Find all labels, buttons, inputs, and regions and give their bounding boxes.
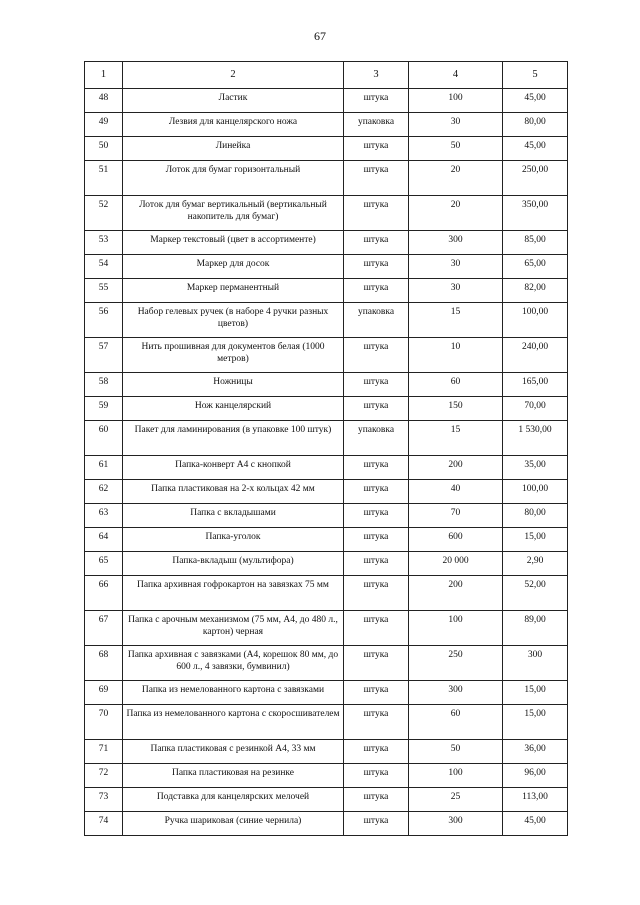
supplies-table (84, 61, 568, 836)
table-row (85, 646, 568, 681)
quantity-cell: 60 (409, 373, 503, 397)
quantity-cell: 15 (409, 303, 503, 338)
price-cell: 45,00 (503, 137, 568, 161)
quantity-cell: 15 (409, 421, 503, 456)
table-row (85, 113, 568, 137)
unit-cell: штука (344, 397, 409, 421)
table-body (85, 89, 568, 836)
price-cell: 100,00 (503, 480, 568, 504)
price-cell: 45,00 (503, 812, 568, 836)
row-number-cell: 67 (85, 611, 123, 646)
quantity-cell: 200 (409, 576, 503, 611)
table-row (85, 788, 568, 812)
price-cell: 65,00 (503, 255, 568, 279)
row-number-cell: 58 (85, 373, 123, 397)
table-row (85, 611, 568, 646)
row-number-cell: 51 (85, 161, 123, 196)
price-cell: 240,00 (503, 338, 568, 373)
unit-cell: штука (344, 504, 409, 528)
row-number-cell: 61 (85, 456, 123, 480)
item-name-cell: Нить прошивная для документов белая (1000 метров) (123, 338, 344, 373)
unit-cell: упаковка (344, 421, 409, 456)
item-name-cell: Подставка для канцелярских мелочей (123, 788, 344, 812)
price-cell: 70,00 (503, 397, 568, 421)
row-number-cell: 72 (85, 764, 123, 788)
unit-cell: штука (344, 681, 409, 705)
item-name-cell: Папка из немелованного картона с скоросшивателем (123, 705, 344, 740)
item-name-cell: Папка архивная с завязками (А4, корешок 80 мм, до 600 л., 4 завязки, бумвинил) (123, 646, 344, 681)
price-cell: 80,00 (503, 113, 568, 137)
price-cell: 52,00 (503, 576, 568, 611)
table-row (85, 338, 568, 373)
item-name-cell: Маркер для досок (123, 255, 344, 279)
table-row (85, 528, 568, 552)
header-cell-1: 1 (85, 62, 123, 89)
unit-cell: упаковка (344, 303, 409, 338)
table-row (85, 303, 568, 338)
unit-cell: штука (344, 812, 409, 836)
table-row (85, 504, 568, 528)
item-name-cell: Набор гелевых ручек (в наборе 4 ручки разных цветов) (123, 303, 344, 338)
table-row (85, 373, 568, 397)
quantity-cell: 40 (409, 480, 503, 504)
quantity-cell: 300 (409, 812, 503, 836)
quantity-cell: 300 (409, 681, 503, 705)
row-number-cell: 73 (85, 788, 123, 812)
item-name-cell: Папка-вкладыш (мультифора) (123, 552, 344, 576)
price-cell: 96,00 (503, 764, 568, 788)
table-row (85, 137, 568, 161)
table-row (85, 764, 568, 788)
table-row (85, 161, 568, 196)
header-cell-3: 3 (344, 62, 409, 89)
table-row (85, 279, 568, 303)
row-number-cell: 71 (85, 740, 123, 764)
header-cell-4: 4 (409, 62, 503, 89)
item-name-cell: Папка с вкладышами (123, 504, 344, 528)
quantity-cell: 100 (409, 611, 503, 646)
price-cell: 89,00 (503, 611, 568, 646)
quantity-cell: 300 (409, 231, 503, 255)
unit-cell: штука (344, 576, 409, 611)
page-number: 67 (314, 29, 326, 43)
item-name-cell: Папка-уголок (123, 528, 344, 552)
quantity-cell: 20 (409, 161, 503, 196)
unit-cell: штука (344, 279, 409, 303)
price-cell: 165,00 (503, 373, 568, 397)
item-name-cell: Пакет для ламинирования (в упаковке 100 штук) (123, 421, 344, 456)
quantity-cell: 100 (409, 89, 503, 113)
price-cell: 82,00 (503, 279, 568, 303)
price-cell: 15,00 (503, 705, 568, 740)
unit-cell: штука (344, 231, 409, 255)
price-cell: 80,00 (503, 504, 568, 528)
quantity-cell: 600 (409, 528, 503, 552)
price-cell: 300 (503, 646, 568, 681)
table-row (85, 812, 568, 836)
price-cell: 45,00 (503, 89, 568, 113)
row-number-cell: 50 (85, 137, 123, 161)
item-name-cell: Лоток для бумаг горизонтальный (123, 161, 344, 196)
row-number-cell: 52 (85, 196, 123, 231)
item-name-cell: Лоток для бумаг вертикальный (вертикальный накопитель для бумаг) (123, 196, 344, 231)
unit-cell: штука (344, 705, 409, 740)
item-name-cell: Ножницы (123, 373, 344, 397)
row-number-cell: 56 (85, 303, 123, 338)
row-number-cell: 70 (85, 705, 123, 740)
unit-cell: штука (344, 137, 409, 161)
unit-cell: штука (344, 528, 409, 552)
price-cell: 36,00 (503, 740, 568, 764)
quantity-cell: 70 (409, 504, 503, 528)
item-name-cell: Маркер текстовый (цвет в ассортименте) (123, 231, 344, 255)
table-row (85, 421, 568, 456)
row-number-cell: 66 (85, 576, 123, 611)
unit-cell: штука (344, 480, 409, 504)
quantity-cell: 10 (409, 338, 503, 373)
quantity-cell: 200 (409, 456, 503, 480)
row-number-cell: 62 (85, 480, 123, 504)
row-number-cell: 65 (85, 552, 123, 576)
quantity-cell: 60 (409, 705, 503, 740)
price-cell: 35,00 (503, 456, 568, 480)
quantity-cell: 30 (409, 113, 503, 137)
table-row (85, 576, 568, 611)
row-number-cell: 68 (85, 646, 123, 681)
row-number-cell: 60 (85, 421, 123, 456)
quantity-cell: 50 (409, 137, 503, 161)
row-number-cell: 74 (85, 812, 123, 836)
item-name-cell: Ручка шариковая (синие чернила) (123, 812, 344, 836)
item-name-cell: Линейка (123, 137, 344, 161)
unit-cell: штука (344, 338, 409, 373)
row-number-cell: 49 (85, 113, 123, 137)
unit-cell: упаковка (344, 113, 409, 137)
table-row (85, 552, 568, 576)
quantity-cell: 20 (409, 196, 503, 231)
table-row (85, 89, 568, 113)
unit-cell: штука (344, 456, 409, 480)
price-cell: 250,00 (503, 161, 568, 196)
unit-cell: штука (344, 196, 409, 231)
quantity-cell: 30 (409, 255, 503, 279)
header-cell-2: 2 (123, 62, 344, 89)
quantity-cell: 50 (409, 740, 503, 764)
table-row (85, 740, 568, 764)
header-row (85, 62, 568, 89)
price-cell: 1 530,00 (503, 421, 568, 456)
item-name-cell: Папка архивная гофрокартон на завязках 75 мм (123, 576, 344, 611)
price-cell: 113,00 (503, 788, 568, 812)
price-cell: 100,00 (503, 303, 568, 338)
item-name-cell: Ластик (123, 89, 344, 113)
unit-cell: штука (344, 373, 409, 397)
row-number-cell: 53 (85, 231, 123, 255)
row-number-cell: 55 (85, 279, 123, 303)
unit-cell: штука (344, 255, 409, 279)
table-row (85, 480, 568, 504)
unit-cell: штука (344, 89, 409, 113)
item-name-cell: Папка пластиковая на 2-х кольцах 42 мм (123, 480, 344, 504)
quantity-cell: 100 (409, 764, 503, 788)
price-cell: 15,00 (503, 681, 568, 705)
row-number-cell: 48 (85, 89, 123, 113)
table-row (85, 255, 568, 279)
item-name-cell: Папка-конверт А4 с кнопкой (123, 456, 344, 480)
table-row (85, 681, 568, 705)
price-cell: 85,00 (503, 231, 568, 255)
row-number-cell: 57 (85, 338, 123, 373)
header-cell-5: 5 (503, 62, 568, 89)
price-cell: 15,00 (503, 528, 568, 552)
price-cell: 350,00 (503, 196, 568, 231)
unit-cell: штука (344, 788, 409, 812)
table-row (85, 231, 568, 255)
table-row (85, 397, 568, 421)
table-row (85, 705, 568, 740)
unit-cell: штука (344, 646, 409, 681)
row-number-cell: 54 (85, 255, 123, 279)
table-row (85, 196, 568, 231)
item-name-cell: Лезвия для канцелярского ножа (123, 113, 344, 137)
item-name-cell: Папка пластиковая с резинкой А4, 33 мм (123, 740, 344, 764)
price-cell: 2,90 (503, 552, 568, 576)
item-name-cell: Папка с арочным механизмом (75 мм, А4, до 480 л., картон) черная (123, 611, 344, 646)
unit-cell: штука (344, 161, 409, 196)
table-row (85, 456, 568, 480)
unit-cell: штука (344, 764, 409, 788)
unit-cell: штука (344, 552, 409, 576)
item-name-cell: Папка пластиковая на резинке (123, 764, 344, 788)
quantity-cell: 250 (409, 646, 503, 681)
item-name-cell: Маркер перманентный (123, 279, 344, 303)
quantity-cell: 150 (409, 397, 503, 421)
row-number-cell: 69 (85, 681, 123, 705)
quantity-cell: 30 (409, 279, 503, 303)
quantity-cell: 25 (409, 788, 503, 812)
row-number-cell: 63 (85, 504, 123, 528)
row-number-cell: 64 (85, 528, 123, 552)
unit-cell: штука (344, 611, 409, 646)
item-name-cell: Нож канцелярский (123, 397, 344, 421)
item-name-cell: Папка из немелованного картона с завязками (123, 681, 344, 705)
row-number-cell: 59 (85, 397, 123, 421)
unit-cell: штука (344, 740, 409, 764)
quantity-cell: 20 000 (409, 552, 503, 576)
